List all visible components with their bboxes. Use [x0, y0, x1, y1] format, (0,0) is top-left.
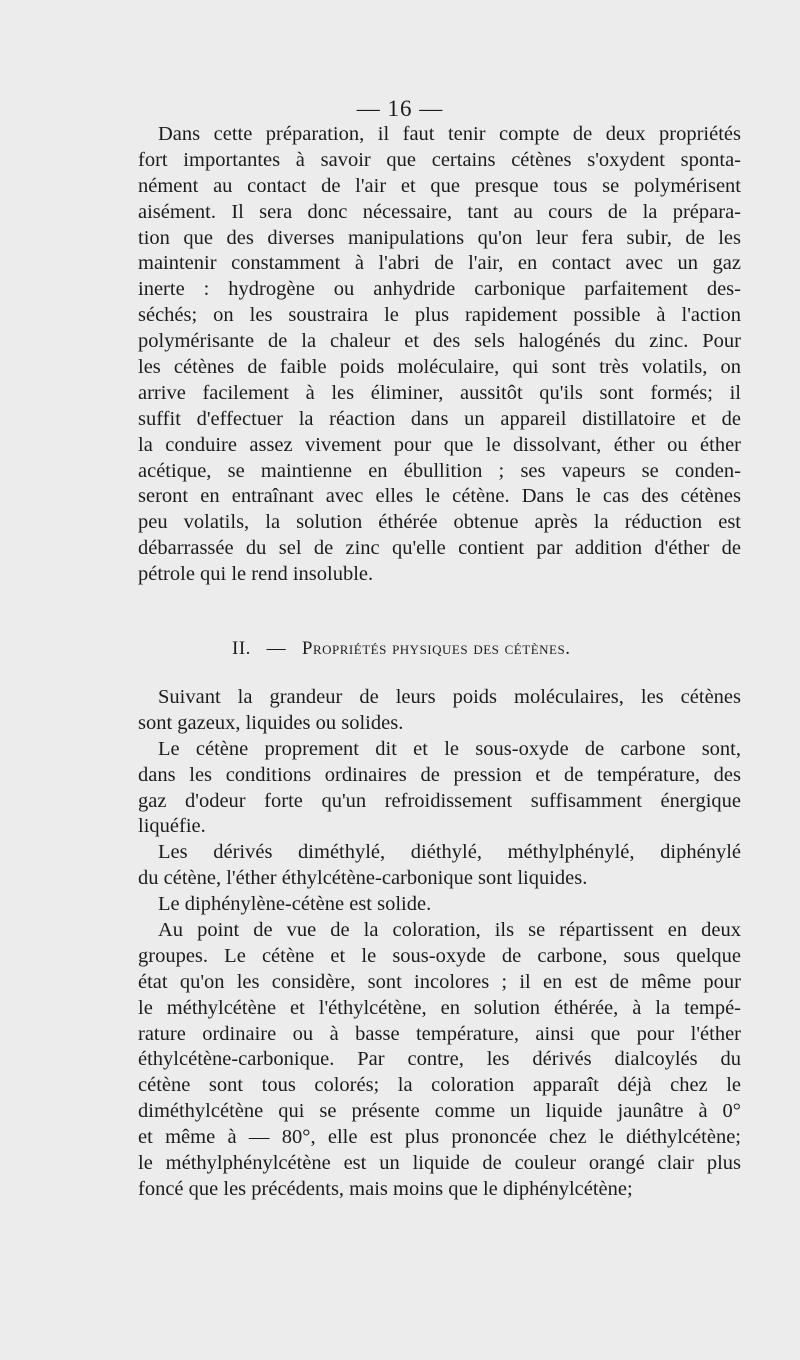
text-line: le méthylcétène et l'éthylcétène, en solution éthérée, à la tempé-	[138, 996, 741, 1019]
text-line: polymérisante de la chaleur et des sels halogénés du zinc. Pour	[138, 330, 741, 353]
text-line: aisément. Il sera donc nécessaire, tant au cours de la prépara-	[138, 200, 741, 223]
text-line: Suivant la grandeur de leurs poids moléculaires, les cétènes	[158, 686, 741, 708]
text-line: arrive facilement à les éliminer, aussitôt qu'ils sont formés; il	[138, 381, 741, 404]
text-line: seront en entraînant avec elles le cétène. Dans le cas des cétènes	[138, 485, 741, 508]
text-line: les cétènes de faible poids moléculaire, qui sont très volatils, on	[138, 356, 741, 379]
text-line: gaz d'odeur forte qu'un refroidissement suffisamment énergique	[138, 789, 741, 812]
text-line: séchés; on les soustraira le plus rapidement possible à l'action	[138, 304, 741, 327]
section-heading	[232, 638, 570, 660]
text-line: Le diphénylène-cétène est solide.	[158, 893, 432, 916]
text-line: inerte : hydrogène ou anhydride carbonique parfaitement des-	[138, 278, 741, 301]
text-line: débarrassée du sel de zinc qu'elle contient par addition d'éther de	[138, 537, 741, 560]
text-line: tion que des diverses manipulations qu'on leur fera subir, de les	[138, 226, 741, 249]
text-line: Dans cette préparation, il faut tenir compte de deux propriétés	[158, 123, 741, 145]
text-line: sont gazeux, liquides ou solides.	[138, 711, 404, 734]
text-line: maintenir constamment à l'abri de l'air, en contact avec un gaz	[138, 252, 741, 275]
text-line: liquéfie.	[138, 815, 206, 838]
text-line: Le cétène proprement dit et le sous-oxyde de carbone sont,	[158, 737, 741, 760]
paragraph-preparation	[138, 122, 741, 588]
section-dash: —	[266, 638, 287, 659]
text-line: Les dérivés diméthylé, diéthylé, méthylphénylé, diphénylé	[158, 841, 741, 864]
text-line: peu volatils, la solution éthérée obtenue après la réduction est	[138, 511, 741, 534]
section-body	[138, 685, 741, 1203]
page-number: — 16 —	[356, 96, 444, 121]
text-line: du cétène, l'éther éthylcétène-carbonique sont liquides.	[138, 867, 588, 890]
text-line: acétique, se maintienne en ébullition ; ses vapeurs se conden-	[138, 459, 741, 482]
text-line: et même à — 80°, elle est plus prononcée chez le diéthylcétène;	[138, 1126, 741, 1149]
text-line: suffit d'effectuer la réaction dans un appareil distillatoire et de	[138, 407, 741, 430]
text-line: éthylcétène-carbonique. Par contre, les dérivés dialcoylés du	[138, 1048, 741, 1071]
text-line: diméthylcétène qui se présente comme un liquide jaunâtre à 0°	[138, 1100, 741, 1123]
text-line: la conduire assez vivement pour que le dissolvant, éther ou éther	[138, 433, 741, 456]
text-line: Au point de vue de la coloration, ils se répartissent en deux	[158, 919, 741, 942]
section-title: Propriétés physiques des cétènes.	[301, 638, 571, 659]
text-line: pétrole qui le rend insoluble.	[138, 563, 374, 586]
section-numeral: II.	[232, 638, 251, 659]
text-line: fort importantes à savoir que certains cétènes s'oxydent sponta-	[138, 148, 741, 171]
text-line: groupes. Le cétène et le sous-oxyde de carbone, sous quelque	[138, 944, 741, 967]
text-line: foncé que les précédents, mais moins que le diphénylcétène;	[138, 1177, 633, 1200]
text-line: le méthylphénylcétène est un liquide de couleur orangé clair plus	[138, 1152, 741, 1175]
text-line: nément au contact de l'air et que presque tous se polymérisent	[138, 174, 741, 197]
text-line: cétène sont tous colorés; la coloration apparaît déjà chez le	[138, 1074, 741, 1097]
text-line: état qu'on les considère, sont incolores ; il en est de même pour	[138, 970, 741, 993]
text-line: rature ordinaire ou à basse température, ainsi que pour l'éther	[138, 1022, 741, 1045]
text-line: dans les conditions ordinaires de pression et de température, des	[138, 763, 741, 786]
